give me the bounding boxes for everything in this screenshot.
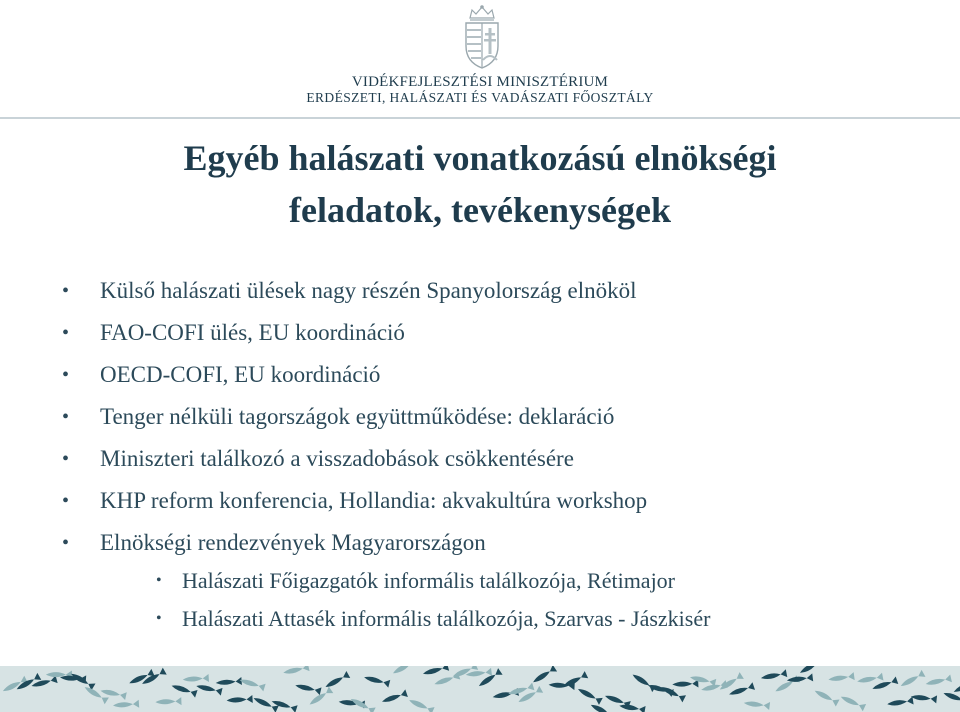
bullet-item bbox=[58, 396, 647, 438]
slide-title-line2: feladatok, tevékenységek bbox=[289, 190, 671, 230]
bullet-dot-icon: • bbox=[62, 406, 70, 428]
bullet-item bbox=[58, 438, 647, 480]
ministry-name bbox=[0, 74, 960, 106]
bullet-text: KHP reform konferencia, Hollandia: akvakultúra workshop bbox=[100, 488, 648, 513]
ministry-name-line1: VIDÉKFEJLESZTÉSI MINISZTÉRIUM bbox=[351, 74, 609, 90]
sub-bullet-text: Halászati Attasék informális találkozója, Szarvas - Jászkisér bbox=[182, 606, 711, 631]
bullet-dot-icon: • bbox=[62, 532, 70, 554]
bullet-list bbox=[58, 270, 647, 564]
header-divider bbox=[0, 117, 960, 119]
sub-bullet-item bbox=[156, 600, 710, 638]
bullet-text: Elnökségi rendezvények Magyarországon bbox=[100, 530, 486, 555]
slide-title bbox=[0, 132, 960, 236]
bullet-item bbox=[58, 480, 647, 522]
ministry-name-line2: ERDÉSZETI, HALÁSZATI ÉS VADÁSZATI FŐOSZTÁLY bbox=[306, 90, 654, 105]
sub-bullet-text: Halászati Főigazgatók informális találkozója, Rétimajor bbox=[182, 568, 676, 593]
bullet-item bbox=[58, 354, 647, 396]
bullet-text: Külső halászati ülések nagy részén Spanyolország elnököl bbox=[100, 278, 637, 303]
sub-bullet-dot-icon: • bbox=[156, 610, 162, 627]
bullet-text: FAO-COFI ülés, EU koordináció bbox=[100, 320, 405, 345]
bullet-text: Tenger nélküli tagországok együttműködése: deklaráció bbox=[100, 404, 615, 429]
bullet-item bbox=[58, 312, 647, 354]
fish-pattern-band bbox=[0, 666, 960, 712]
bullet-dot-icon: • bbox=[62, 490, 70, 512]
slide-header bbox=[0, 0, 960, 118]
bullet-dot-icon: • bbox=[62, 364, 70, 386]
bullet-item bbox=[58, 522, 647, 564]
bullet-dot-icon: • bbox=[62, 322, 70, 344]
bullet-item bbox=[58, 270, 647, 312]
bullet-text: OECD-COFI, EU koordináció bbox=[100, 362, 381, 387]
bullet-dot-icon: • bbox=[62, 280, 70, 302]
bullet-text: Miniszteri találkozó a visszadobások csökkentésére bbox=[100, 446, 574, 471]
slide-title-line1: Egyéb halászati vonatkozású elnökségi bbox=[183, 138, 777, 178]
bullet-dot-icon: • bbox=[62, 448, 70, 470]
sub-bullet-item bbox=[156, 562, 710, 600]
hungarian-coat-of-arms-icon bbox=[462, 4, 502, 70]
sub-bullet-dot-icon: • bbox=[156, 572, 162, 589]
sub-bullet-list bbox=[156, 562, 710, 638]
